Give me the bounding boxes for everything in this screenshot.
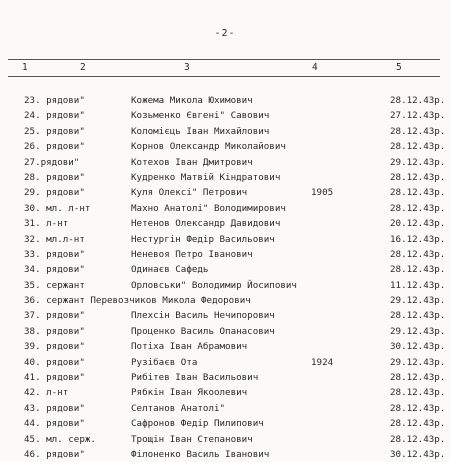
date: 29.12.43р. bbox=[390, 325, 446, 337]
row-number-rank: 33. рядови" bbox=[24, 248, 85, 260]
row-number-rank: 27.рядови" bbox=[24, 156, 80, 168]
table-row bbox=[0, 124, 450, 139]
table-row bbox=[0, 278, 450, 293]
column-header-3: 3 bbox=[184, 62, 190, 73]
person-name: Проценко Василь Опанасович bbox=[131, 325, 275, 337]
date: 29.12.43р. bbox=[390, 156, 446, 168]
table-row bbox=[0, 201, 450, 216]
date: 28.12.43р. bbox=[390, 248, 446, 260]
date: 11.12.43р. bbox=[390, 279, 446, 291]
table-row bbox=[0, 432, 450, 447]
table-row bbox=[0, 447, 450, 462]
date: 28.12.43р. bbox=[390, 387, 446, 399]
date: 28.12.43р. bbox=[390, 141, 446, 153]
person-name: Селтанов Анатолі" bbox=[131, 402, 226, 414]
table-row bbox=[0, 385, 450, 400]
row-number-rank: 31. л-нт bbox=[24, 218, 69, 230]
record-list bbox=[0, 93, 450, 462]
date: 28.12.43р. bbox=[390, 433, 446, 445]
person-name: Потіха Іван Абрамович bbox=[131, 341, 248, 353]
column-header-1: 1 bbox=[22, 62, 28, 73]
row-number-rank: 34. рядови" bbox=[24, 264, 85, 276]
table-row bbox=[0, 139, 450, 154]
table-row bbox=[0, 324, 450, 339]
person-name: Нетенов Олександр Давидович bbox=[131, 218, 281, 230]
birth-year: 1924 bbox=[311, 356, 334, 368]
person-name: Котехов Іван Дмитрович bbox=[131, 156, 253, 168]
header-bottom-rule bbox=[8, 76, 440, 77]
date: 28.12.43р. bbox=[390, 125, 446, 137]
row-number-rank: 40. рядови" bbox=[24, 356, 85, 368]
person-name: Рузібаєв Ота bbox=[131, 356, 198, 368]
row-number-rank: 24. рядови" bbox=[24, 110, 85, 122]
table-row bbox=[0, 185, 450, 200]
person-name: Плехсін Василь Нечипорович bbox=[131, 310, 275, 322]
date: 28.12.43р. bbox=[390, 202, 446, 214]
person-name: Рибітев Іван Васильович bbox=[131, 372, 259, 384]
person-name: Махно Анатолі" Володимирович bbox=[131, 202, 286, 214]
person-name: Сафронов Федір Пилипович bbox=[131, 418, 264, 430]
person-name: Орловськи" Володимир Йосипович bbox=[131, 279, 297, 291]
row-number-rank: 29. рядови" bbox=[24, 187, 85, 199]
date: 28.12.43р. bbox=[390, 95, 446, 106]
row-number-rank: 30. мл. л-нт bbox=[24, 202, 91, 214]
person-name: Кожема Микола Юхимович bbox=[131, 95, 253, 106]
row-number-rank: 32. мл.л-нт bbox=[24, 233, 85, 245]
person-name: Нестургін Федір Васильович bbox=[131, 233, 275, 245]
person-name: Кудренко Матвій Кіндратович bbox=[131, 171, 281, 183]
person-name: Коломієць Іван Михайлович bbox=[131, 125, 270, 137]
table-row bbox=[0, 355, 450, 370]
row-number-rank: 39. рядови" bbox=[24, 341, 85, 353]
row-number-rank: 46. рядови" bbox=[24, 448, 85, 460]
row-number-rank: 41. рядови" bbox=[24, 372, 85, 384]
date: 20.12.43р. bbox=[390, 218, 446, 230]
row-number-rank: 37. рядови" bbox=[24, 310, 85, 322]
table-row bbox=[0, 216, 450, 231]
table-row bbox=[0, 232, 450, 247]
column-header-2: 2 bbox=[80, 62, 86, 73]
date: 28.12.43р. bbox=[390, 171, 446, 183]
date: 30.12.43р. bbox=[390, 341, 446, 353]
row-number-rank: 26. рядови" bbox=[24, 141, 85, 153]
table-row bbox=[0, 370, 450, 385]
person-name: Козьменко Євгені" Савович bbox=[131, 110, 270, 122]
row-number-rank: 25. рядови" bbox=[24, 125, 85, 137]
table-row bbox=[0, 293, 450, 308]
row-number-rank: 45. мл. серж. bbox=[24, 433, 96, 445]
person-name: Трощін Іван Степанович bbox=[131, 433, 253, 445]
row-number-rank: 44. рядови" bbox=[24, 418, 85, 430]
column-header-5: 5 bbox=[396, 62, 402, 73]
row-number-rank: 28. рядови" bbox=[24, 171, 85, 183]
person-name: Куля Олексі" Петрович bbox=[131, 187, 248, 199]
column-header-4: 4 bbox=[312, 62, 318, 73]
table-row bbox=[0, 339, 450, 354]
date: 28.12.43р. bbox=[390, 372, 446, 384]
table-row bbox=[0, 247, 450, 262]
date: 29.12.43р. bbox=[390, 295, 446, 307]
birth-year: 1905 bbox=[311, 187, 334, 199]
date: 28.12.43р. bbox=[390, 418, 446, 430]
table-row bbox=[0, 170, 450, 185]
table-row bbox=[0, 308, 450, 323]
table-row bbox=[0, 108, 450, 123]
date: 28.12.43р. bbox=[390, 187, 446, 199]
table-row bbox=[0, 93, 450, 108]
table-row bbox=[0, 262, 450, 277]
person-name: Неневоя Петро Іванович bbox=[131, 248, 253, 260]
person-name: Одинаєв Сафедь bbox=[131, 264, 209, 276]
row-number-rank: 42. л-нт bbox=[24, 387, 69, 399]
header-top-rule bbox=[8, 59, 440, 60]
date: 28.12.43р. bbox=[390, 402, 446, 414]
row-number-rank: 38. рядови" bbox=[24, 325, 85, 337]
person-name: Рябкін Іван Якоолевич bbox=[131, 387, 248, 399]
date: 29.12.43р. bbox=[390, 356, 446, 368]
date: 30.12.43р. bbox=[390, 448, 446, 460]
date: 28.12.43р. bbox=[390, 264, 446, 276]
table-row bbox=[0, 416, 450, 431]
row-number-rank: 23. рядови" bbox=[24, 95, 85, 106]
person-name: Корнов Олександр Миколайович bbox=[131, 141, 286, 153]
date: 28.12.43р. bbox=[390, 310, 446, 322]
date: 16.12.43р. bbox=[390, 233, 446, 245]
person-name: Філоненко Василь Іванович bbox=[131, 448, 270, 460]
page-number: -2- bbox=[214, 28, 236, 39]
row-number-rank: 43. рядови" bbox=[24, 402, 85, 414]
row-number-rank: 36. сержант Перевозчиков Микола Федорович bbox=[24, 295, 251, 307]
table-row bbox=[0, 155, 450, 170]
row-number-rank: 35. сержант bbox=[24, 279, 85, 291]
date: 27.12.43р. bbox=[390, 110, 446, 122]
table-row bbox=[0, 401, 450, 416]
